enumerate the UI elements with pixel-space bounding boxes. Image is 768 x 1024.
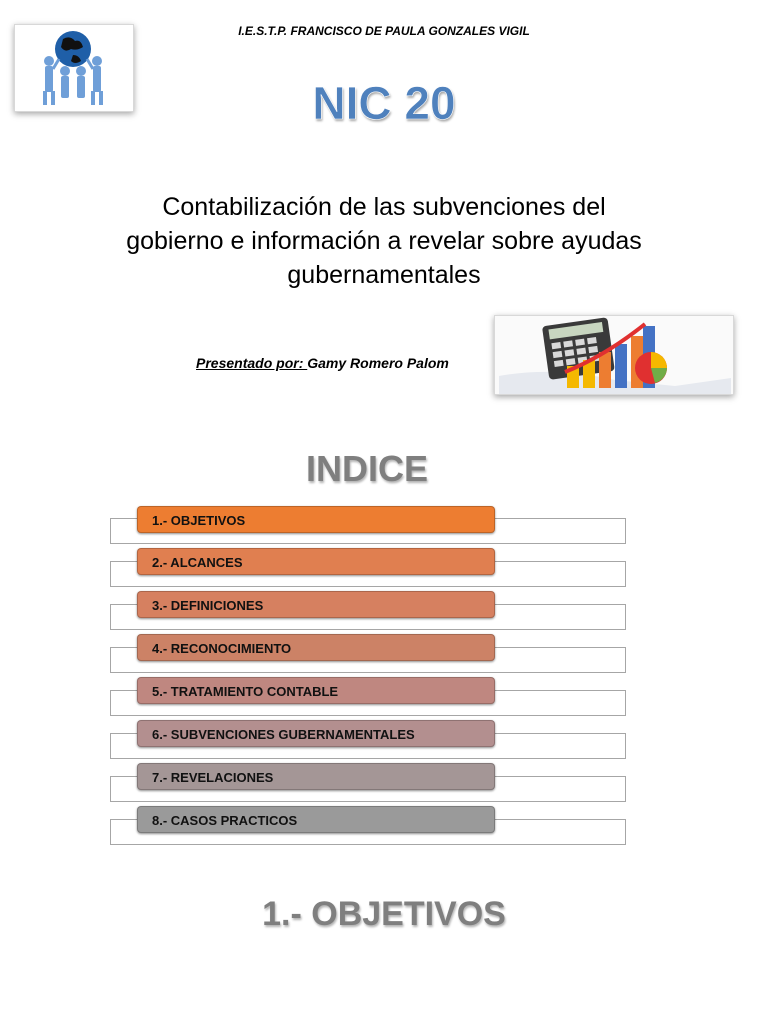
presenter-name: Gamy Romero Palom <box>307 355 449 371</box>
presenter-line <box>196 355 496 371</box>
institution-logo <box>14 24 134 112</box>
index-item[interactable]: 6.- SUBVENCIONES GUBERNAMENTALES <box>137 720 495 747</box>
index-item[interactable]: 1.- OBJETIVOS <box>137 506 495 533</box>
index-item[interactable]: 3.- DEFINICIONES <box>137 591 495 618</box>
index-item[interactable]: 5.- TRATAMIENTO CONTABLE <box>137 677 495 704</box>
index-item[interactable]: 7.- REVELACIONES <box>137 763 495 790</box>
calculator-bar-chart-icon <box>495 316 733 394</box>
index-item[interactable]: 2.- ALCANCES <box>137 548 495 575</box>
document-subtitle <box>40 190 728 292</box>
index-item[interactable]: 8.- CASOS PRACTICOS <box>137 806 495 833</box>
chart-illustration <box>494 315 734 395</box>
presenter-label: Presentado por: <box>196 355 308 371</box>
next-line-peek <box>90 1016 290 1024</box>
subtitle-line: gubernamentales <box>287 261 481 289</box>
section-heading: 1.- OBJETIVOS <box>262 895 506 933</box>
index-title: INDICE <box>305 448 428 489</box>
document-title: NIC 20 <box>312 77 456 129</box>
globe-people-icon <box>15 25 133 111</box>
subtitle-line: Contabilización de las subvenciones del <box>162 193 606 221</box>
index-item[interactable]: 4.- RECONOCIMIENTO <box>137 634 495 661</box>
subtitle-line: gobierno e información a revelar sobre ayudas <box>126 227 642 255</box>
institution-name: I.E.S.T.P. FRANCISCO DE PAULA GONZALES VIGIL <box>238 24 530 38</box>
